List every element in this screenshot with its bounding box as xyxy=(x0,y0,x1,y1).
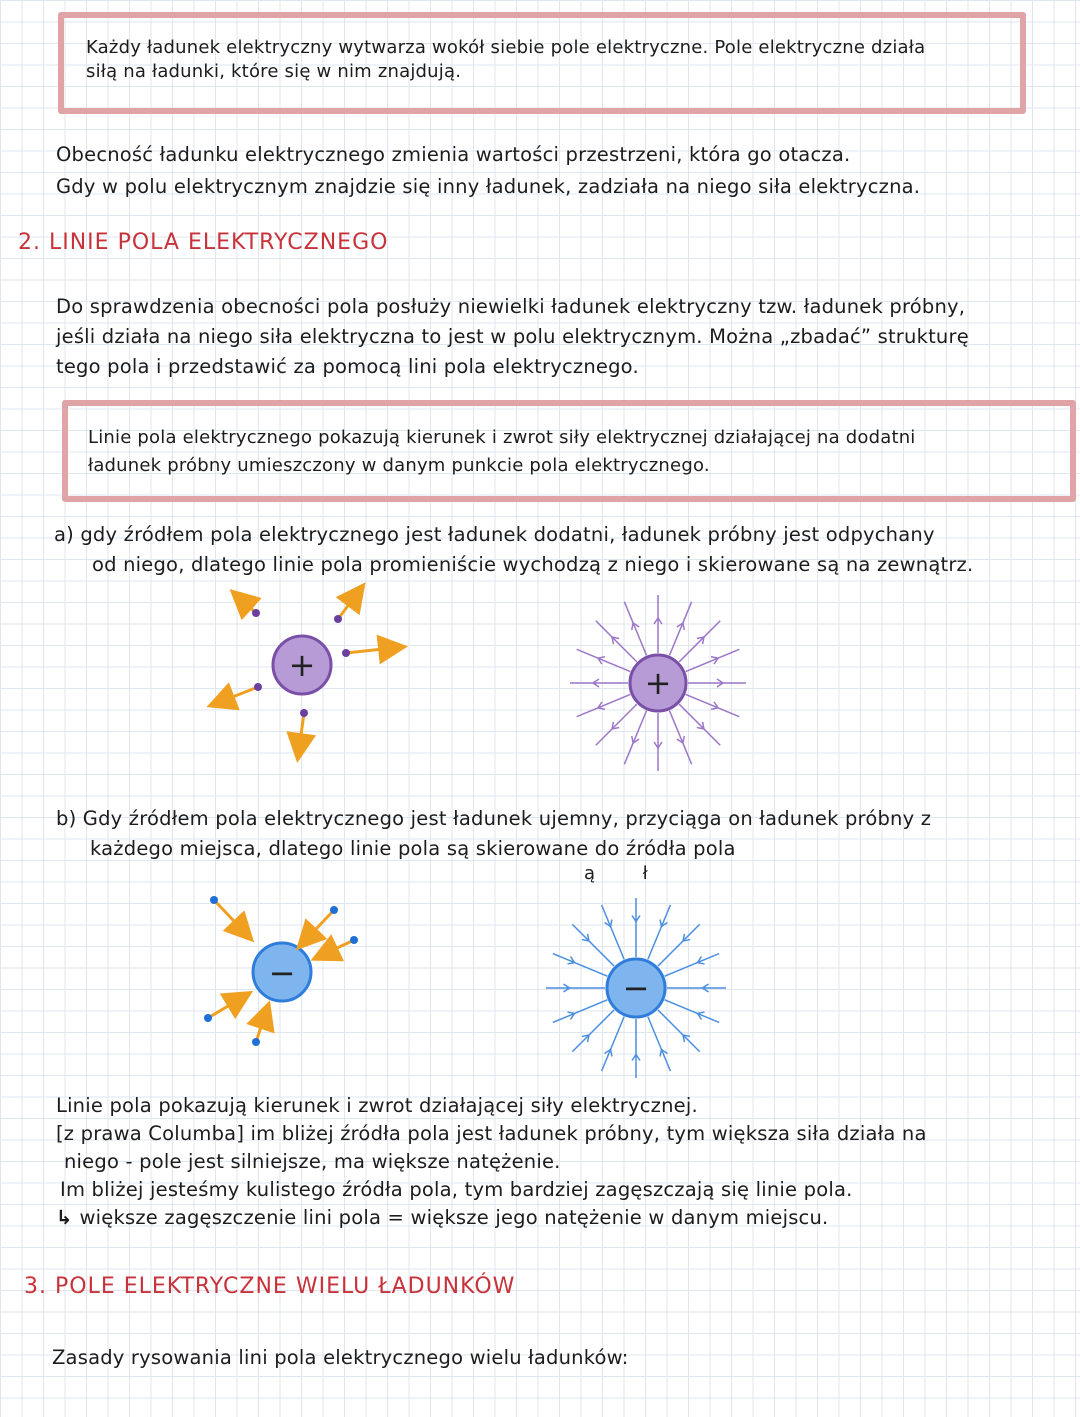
item-b-line-1: b) Gdy źródłem pola elektrycznego jest ładunek ujemny, przyciąga on ładunek próbny z xyxy=(56,807,932,830)
field-line xyxy=(669,602,691,656)
field-line xyxy=(658,1010,700,1052)
negative-field-lines-diagram xyxy=(536,898,736,1078)
field-line xyxy=(577,649,631,671)
field-line xyxy=(648,905,671,960)
paragraph-2-line-1: Do sprawdzenia obecności pola posłuży niewielki ładunek elektryczny tzw. ładunek próbny, xyxy=(56,295,966,318)
positive-symbol-left: + xyxy=(288,646,316,684)
field-line xyxy=(596,704,637,745)
paragraph-2-line-3: tego pola i przedstawić za pomocą lini pola elektrycznego. xyxy=(56,355,639,378)
intro-line-2: Gdy w polu elektrycznym znajdzie się inny ładunek, zadziała na niego siła elektryczna. xyxy=(56,175,921,198)
notes-line-5 xyxy=(56,1204,927,1232)
item-a-line-1: a) gdy źródłem pola elektrycznego jest ładunek dodatni, ładunek próbny jest odpychany xyxy=(54,523,935,546)
negative-symbol-left: − xyxy=(268,954,296,992)
field-line xyxy=(679,704,720,745)
notes-line-2: [z prawa Columba] im bliżej źródła pola jest ładunek próbny, tym większa siła działa na xyxy=(56,1122,927,1145)
field-line xyxy=(624,602,646,656)
section-3-heading: 3. POLE ELEKTRYCZNE WIELU ŁADUNKÓW xyxy=(24,1274,516,1299)
notes-line-5-text: większe zagęszczenie lini pola = większe jego natężenie w danym miejscu. xyxy=(79,1206,829,1229)
negative-symbol-right: − xyxy=(622,969,650,1007)
positive-field-lines-diagram xyxy=(558,595,758,775)
paragraph-3 xyxy=(52,1345,629,1370)
field-line xyxy=(686,694,740,716)
notes-text xyxy=(56,1092,927,1232)
definition-1-line-2: siłą na ładunki, które się w nim znajdują. xyxy=(86,61,462,82)
positive-symbol-right: + xyxy=(644,664,672,702)
item-a-line-2: od niego, dlatego linie pola promieniście wychodzą z niego i skierowane są na zewnątrz. xyxy=(92,553,974,576)
field-line xyxy=(602,905,625,960)
notes-line-1: Linie pola pokazują kierunek i zwrot działającej siły elektrycznej. xyxy=(56,1094,698,1117)
field-line xyxy=(572,924,614,966)
arrow-right-icon: ↳ xyxy=(56,1206,80,1229)
field-line xyxy=(665,954,720,977)
field-line xyxy=(624,711,646,765)
definition-1-line-1: Każdy ładunek elektryczny wytwarza wokół siebie pole elektryczne. Pole elektryczne działa xyxy=(86,37,926,58)
definition-2-line-2: ładunek próbny umieszczony w danym punkcie pola elektrycznego. xyxy=(88,455,710,476)
notes-line-4: Im bliżej jesteśmy kulistego źródła pola, tym bardziej zagęszczają się linie pola. xyxy=(60,1178,853,1201)
intro-text xyxy=(56,139,920,203)
definition-2-line-1: Linie pola elektrycznego pokazują kierunek i zwrot siły elektrycznej działającej na dodatni xyxy=(88,427,916,448)
item-b-text xyxy=(56,804,931,864)
item-a-text xyxy=(54,520,973,580)
intro-line-1: Obecność ładunku elektrycznego zmienia wartości przestrzeni, która go otacza. xyxy=(56,143,851,166)
section-2-heading: 2. LINIE POLA ELEKTRYCZNEGO xyxy=(18,230,389,255)
field-line xyxy=(553,954,608,977)
item-b-correction: ą ł xyxy=(584,863,648,884)
field-line xyxy=(669,711,691,765)
field-line xyxy=(679,621,720,662)
field-line xyxy=(658,924,700,966)
field-line xyxy=(596,621,637,662)
definition-text-2 xyxy=(88,424,916,480)
positive-charge-test-forces-diagram xyxy=(190,575,430,775)
field-line xyxy=(665,1000,720,1023)
field-line xyxy=(602,1017,625,1072)
field-line xyxy=(648,1017,671,1072)
negative-charge-test-forces-diagram xyxy=(196,888,376,1058)
item-b-line-2: każdego miejsca, dlatego linie pola są skierowane do źródła pola xyxy=(90,837,736,860)
paragraph-2-line-2: jeśli działa na niego siła elektryczna to jest w polu elektrycznym. Można „zbadać” strukturę xyxy=(56,325,969,348)
field-line xyxy=(572,1010,614,1052)
definition-text-1 xyxy=(86,36,925,84)
notes-line-3: niego - pole jest silniejsze, ma większe natężenie. xyxy=(64,1150,561,1173)
paragraph-3-line-1: Zasady rysowania lini pola elektrycznego wielu ładunków: xyxy=(52,1346,629,1369)
paragraph-2 xyxy=(56,292,969,382)
field-line xyxy=(553,1000,608,1023)
field-line xyxy=(577,694,631,716)
field-line xyxy=(686,649,740,671)
